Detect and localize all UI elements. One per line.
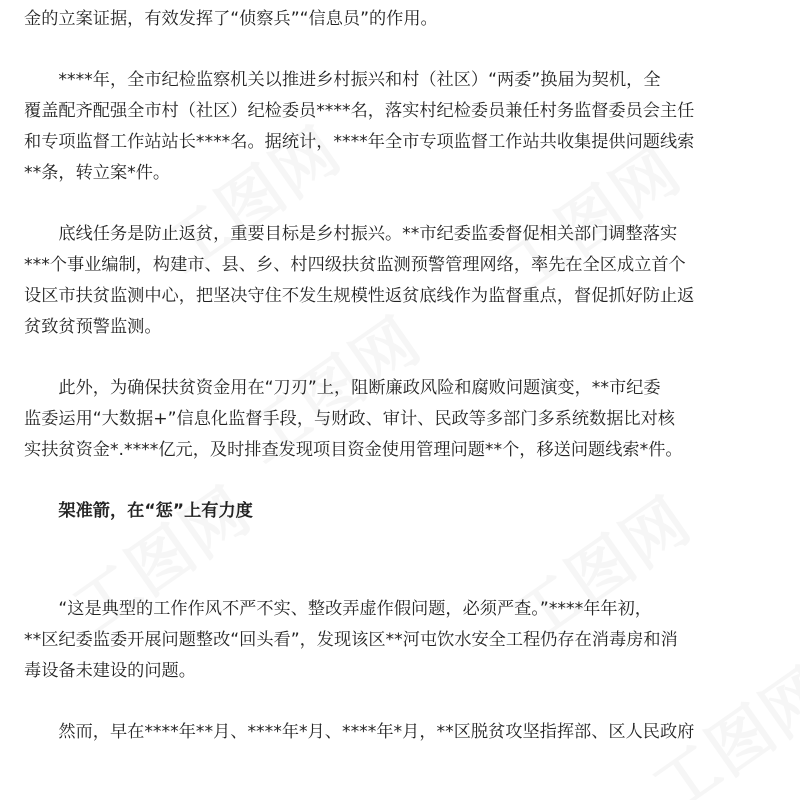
- section-heading: [24, 496, 776, 527]
- section-heading-text: 架准箭，在“惩”上有力度: [24, 501, 253, 521]
- text-line: 监委运用“大数据+”信息化监督手段，与财政、审计、民政等多部门多系统数据比对核: [24, 409, 675, 429]
- text-line: ***个事业编制，构建市、县、乡、村四级扶贫监测预警管理网络，率先在全区成立首个: [24, 255, 686, 275]
- text-line: 贫致贫预警监测。: [24, 317, 162, 337]
- text-line: 覆盖配齐配强全市村（社区）纪检委员****名，落实村纪检委员兼任村务监督委员会主任: [24, 101, 695, 121]
- text-line: 毒设备未建设的问题。: [24, 661, 196, 681]
- paragraph: [24, 373, 776, 466]
- text-line: 然而，早在****年**月、****年*月、****年*月，**区脱贫攻坚指挥部、区人民政府: [24, 722, 695, 742]
- paragraph: [24, 594, 776, 687]
- text-line: **条，转立案*件。: [24, 163, 171, 183]
- text-line: 设区市扶贫监测中心，把坚决守住不发生规模性返贫底线作为监督重点，督促抓好防止返: [24, 286, 695, 306]
- text-line: 底线任务是防止返贫，重要目标是乡村振兴。**市纪委监委督促相关部门调整落实: [24, 224, 678, 244]
- text-line: **区纪委监委开展问题整改“回头看”，发现该区**河屯饮水安全工程仍存在消毒房和消: [24, 630, 678, 650]
- paragraph: [24, 717, 776, 748]
- paragraph: [24, 4, 776, 35]
- text-line: 金的立案证据，有效发挥了“侦察兵”“信息员”的作用。: [24, 9, 438, 29]
- text-line: 实扶贫资金*.****亿元，及时排查发现项目资金使用管理问题**个，移送问题线索*件。: [24, 440, 683, 460]
- text-line: 此外，为确保扶贫资金用在“刀刃”上，阻断廉政风险和腐败问题演变，**市纪委: [24, 378, 661, 398]
- paragraph: [24, 65, 776, 189]
- text-line: “这是典型的工作作风不严不实、整改弄虚作假问题，必须严查。”****年年初，: [24, 599, 652, 619]
- paragraph: [24, 219, 776, 343]
- text-line: 和专项监督工作站站长****名。据统计，****年全市专项监督工作站共收集提供问题线索: [24, 132, 695, 152]
- text-line: ****年，全市纪检监察机关以推进乡村振兴和村（社区）“两委”换届为契机，全: [24, 70, 661, 90]
